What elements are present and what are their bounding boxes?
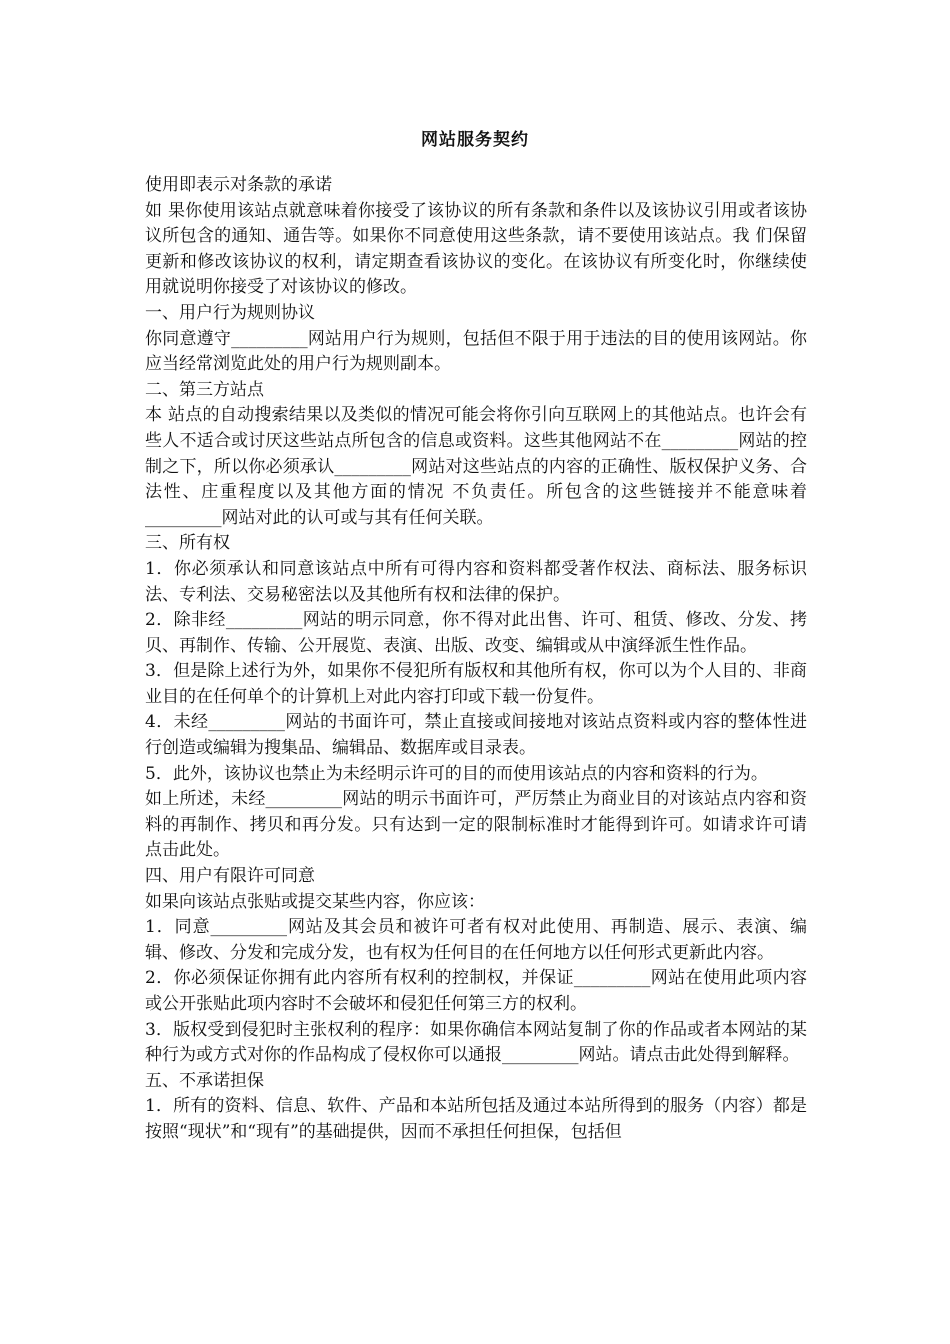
paragraph-3-summary: 如上所述，未经_________网站的明示书面许可，严厉禁止为商业目的对该站点内容和资料的再制作、拷贝和再分发。只有达到一定的限制标准时才能得到许可。如请求许可请点击此处。 bbox=[145, 789, 807, 861]
section-intro-heading: 使用即表示对条款的承诺 bbox=[145, 175, 332, 195]
document-body bbox=[145, 173, 807, 1146]
section-4-heading: 四、用户有限许可同意 bbox=[145, 866, 315, 887]
paragraph-3-item-4: 4．未经_________网站的书面许可，禁止直接或间接地对该站点资料或内容的整体性进行创造或编辑为搜集品、编辑品、数据库或目录表。 bbox=[145, 712, 807, 759]
paragraph-1: 你同意遵守_________网站用户行为规则，包括但不限于用于违法的目的使用该网站。你应当经常浏览此处的用户行为规则副本。 bbox=[145, 328, 807, 375]
section-3-heading: 三、所有权 bbox=[145, 533, 230, 554]
paragraph-intro: 如 果你使用该站点就意味着你接受了该协议的所有条款和条件以及该协议引用或者该协议所包含的通知、通告等。如果你不同意使用这些条款，请不要使用该站点。我 们保留更新和修改该协议的权利，请定期查看该协议的变化。在该协议有所变化时，你继续使用就说明你接受了对该协议的修改。 bbox=[145, 200, 807, 298]
paragraph-3-item-3: 3．但是除上述行为外，如果你不侵犯所有版权和其他所有权，你可以为个人目的、非商业目的在任何单个的计算机上对此内容打印或下载一份复件。 bbox=[145, 661, 807, 707]
section-5-heading: 五、不承诺担保 bbox=[145, 1070, 264, 1091]
paragraph-4-item-1: 1．同意_________网站及其会员和被许可者有权对此使用、再制造、展示、表演、编辑、修改、分发和完成分发，也有权为任何目的在任何地方以任何形式更新此内容。 bbox=[145, 917, 807, 963]
document-title: 网站服务契约 bbox=[421, 130, 529, 150]
paragraph-3-item-5: 5．此外，该协议也禁止为未经明示许可的目的而使用该站点的内容和资料的行为。 bbox=[145, 763, 768, 784]
paragraph-4-item-2: 2．你必须保证你拥有此内容所有权利的控制权，并保证_________网站在使用此项内容或公开张贴此项内容时不会破坏和侵犯任何第三方的权利。 bbox=[145, 968, 807, 1014]
paragraph-3-item-1: 1．你必须承认和同意该站点中所有可得内容和资料都受著作权法、商标法、服务标识法、专利法、交易秘密法以及其他所有权和法律的保护。 bbox=[145, 558, 807, 605]
paragraph-4-intro: 如果向该站点张贴或提交某些内容，你应该： bbox=[145, 891, 485, 912]
section-2-heading: 二、第三方站点 bbox=[145, 379, 264, 400]
paragraph-4-item-3: 3．版权受到侵犯时主张权利的程序：如果你确信本网站复制了你的作品或者本网站的某种行为或方式对你的作品构成了侵权你可以通报_________网站。请点击此处得到解释。 bbox=[145, 1019, 807, 1066]
paragraph-5-item-1: 1．所有的资料、信息、软件、产品和本站所包括及通过本站所得到的服务（内容）都是按照“现状”和“现有”的基础提供，因而不承担任何担保，包括但 bbox=[145, 1096, 807, 1142]
section-1-heading: 一、用户行为规则协议 bbox=[145, 302, 315, 323]
paragraph-3-item-2: 2．除非经_________网站的明示同意，你不得对此出售、许可、租赁、修改、分发、拷贝、再制作、传输、公开展览、表演、出版、改变、编辑或从中演绎派生性作品。 bbox=[145, 610, 807, 656]
paragraph-2: 本 站点的自动搜索结果以及类似的情况可能会将你引向互联网上的其他站点。也许会有些人不适合或讨厌这些站点所包含的信息或资料。这些其他网站不在_________网站的控制之下，所以你必须承认_________网站对这些站点的内容的正确性、版权保护义务、合法性、庄重程度以及其他方面的情况 不负责任。所包含的这些链接并不能意味着_________网站对此的认可或与其有任何关联。 bbox=[145, 405, 807, 528]
